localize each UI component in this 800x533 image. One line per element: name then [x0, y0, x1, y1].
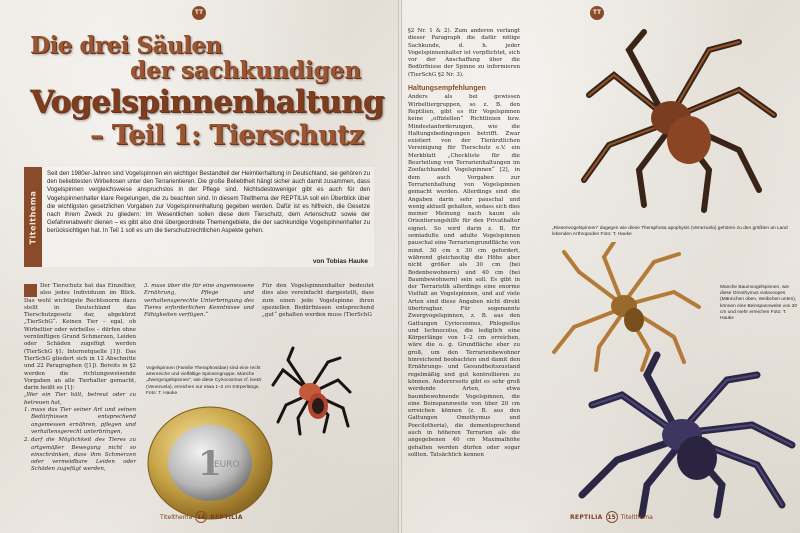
- body-paragraph: Für den Vogelspinnenhalter bedeutet dies also vereinfacht dargestellt, dass zum einen jede Vogelspinne ihren speziellen Bedürfnissen entsprechend „gut“ gehalten werden muss (TierSchG: [262, 283, 374, 319]
- dwarf-tarantula-photo: [258, 340, 358, 440]
- lead-tab: [24, 167, 42, 267]
- footer-section-label: Titelthema: [620, 513, 653, 521]
- body-paragraph: Anders als bei gewissen Wirbeltiergruppen, so z. B. den Reptilien, gibt es für Vogelspinnen keine „offiziellen“ Richtlinien bzw. Mindestanforderungen, wie die Haltungsbedingungen betrifft. Zwar existiert von der Tierärztlichen Vereinigung für Tierschutz e.V. ein Merkblatt „Checkliste für die Beurteilung von Terrarienhaltungen im Zoofachhandel Vogelspinnen“ [2], in dem auch Vorgaben zur Terrarienhaltung von Vogelspinnen gemacht werden. Allerdings sind die Angaben darin sehr pauschal und wenig aktuell gehalten, sodass sich dies meiner Meinung nach kaum als Orientierungshilfe für den Privathalter eignet. So wird darin z. B. für semiadulte und adulte Vogelspinnen pauschal eine Terrariengrundfläche von mind. 30 cm x 30 cm gefordert, während gleichzeitig die Höhe aber nicht größer als 30 cm (bei Bodenbewohnern) und 40 cm (bei Baumbewohnern) sein soll. Es gibt in der Terraristik allerdings eine enorme Vielfalt an Vogelspinnen, und auf viele Arten sind diese Angaben nicht direkt übertragbar. Für sogenannte Zwergvogelspinnen, z. B. aus den Gattungen Cyriocosmus, Phlogiellus und Ischnocolus, die lediglich eine Körperlänge von 1–2 cm erreichen, wäre die o. g. Grundfläche eher zu groß, um den Terrarienbewohner hinreichend beobachten und damit den Ernährungs- und Gesundheitszustand regelmäßig und gut kontrollieren zu können. Andererseits gibt es sehr groß werdende Arten, etwa baumbewohnende Vogelspinnen, die eine Beinspannweite von über 20 cm erreichen können (z. B. aus den Gattungen Omothymus und Poecilotheria), die dementsprechend auch in höheren Terrarien als die angegebenen 40 cm Maximalhöhe gehalten werden dürfen oder sogar sollten. Tatsächlich kennen: [408, 94, 520, 458]
- page-number: 15: [606, 511, 618, 523]
- footer-left: [160, 511, 243, 523]
- footer-brand: REPTILIA: [210, 513, 243, 521]
- law-list-item: 1. muss das Tier seiner Art und seinen Bedürfnissen entsprechend angemessen ernähren, pflegen und verhaltensgerecht unterbringen,: [31, 407, 136, 436]
- right-body-column: [408, 28, 520, 459]
- lead-tab-label: Titelthema: [28, 190, 38, 244]
- svg-text:1: 1: [198, 444, 222, 484]
- page-number: 14: [195, 511, 207, 523]
- footer-section-label: Titelthema: [160, 513, 193, 521]
- footer-brand: REPTILIA: [570, 513, 603, 521]
- right-page: [402, 0, 800, 533]
- law-list: [31, 407, 136, 474]
- photo-caption-top-right: „Riesenvogelspinnen“ dagegen wie diese Theraphosa apophysis (Venezuela) gehören zu den größten an Land lebenden Arthropoden Foto: T. Hauke: [552, 226, 788, 238]
- page-marker: TT: [192, 6, 206, 20]
- lead-text: Seit den 1980er-Jahren sind Vogelspinnen ein wichtiger Bestandteil der Heimtierhaltung in Deutschland, sie gehören zu den beliebtesten Wirbellosen unter den Terrarientieren. Die große Beliebtheit hängt sicher auch damit zusammen, dass Vogelspinnen vergleichsweise anspruchslos in der Pflege sind. Nichtsdestoweniger gibt es auch für den Vogelspinnenhalter klare Regelungen, die zu beachten sind. In diesem Titelthema der REPTILIA soll ein Überblick über die wichtigsten gesetzlichen Vorgaben zur Vogelspinnenhaltung gegeben werden. Dafür ist es hilfreich, die Gesetze nach ihrem Zweck zu gliedern: Im Wesentlichen sollen diese dem Tierschutz, dem Artenschutz sowie der Gefahrenabwehr dienen – es gibt also drei übergeordnete Themengebiete, die der sachkundige Vogelspinnenhalter zu berücksichtigen hat. In Teil 1 soll es um die tierschutzrechtlichen Aspekte gehen.: [47, 170, 370, 235]
- drop-cap-block: [24, 284, 37, 297]
- title-line-4: – Teil 1: Tierschutz: [90, 120, 364, 151]
- theraphosa-photo: [534, 20, 794, 220]
- title-line-1: Die drei Säulen: [30, 32, 222, 59]
- article-title: [30, 32, 384, 151]
- photo-caption-bottom-right: Manche Baumvogelspinnen, wie diese Omothymus violaceopes (Männchen oben, Weibchen unten), können eine Beinspannweite von 20 cm und mehr erreichen Foto: T. Hauke: [720, 285, 798, 322]
- left-page: [0, 0, 398, 533]
- photo-caption-left: Vogelspinnen (Familie Theraphosidae) sind eine recht artenreiche und vielfältige Spinnengruppe. Manche „Zwergvogelspinnen“, wie diese Cyriocosmus cf. leetzi (Venezuela), erreichen nur etwa 1–2 cm Körperlänge. Foto: T. Hauke: [146, 366, 262, 396]
- title-line-2: der sachkundigen: [130, 57, 362, 84]
- body-column-2: [144, 283, 254, 319]
- author-byline: von Tobias Hauke: [312, 258, 368, 265]
- omothymus-female-photo: [562, 350, 800, 520]
- intro-paragraph: Der Tierschutz hat das Einzeltier, also jedes Individuum im Blick. Das wohl wichtigste Rechtsnorm dazu stellt in Deutschland das Tierschutzgesetz dar, abgekürzt „TierSchG“. Keinen Tier – egal, ob Wirbeltier oder wirbellos – dürfen ohne vernünftigen Grund Schmerzen, Leiden oder Schäden zugefügt werden (TierSchG §1; Internetquelle [1]). Das TierSchG gliedert sich in 12 Abschnitte und 22 Paragraphen ([1]). Bereits in §2 werden die richtungsweisende Vorgaben an alle Tierhalter gemacht, darin heißt es [1]:: [24, 283, 136, 392]
- law-list-item: 2. darf die Möglichkeit des Tieres zu artgemäßer Bewegung nicht so einschränken, dass ihm Schmerzen oder vermeidbare Leiden oder Schäden zugefügt werden,: [31, 437, 136, 473]
- title-line-3: Vogelspinnenhaltung: [30, 84, 384, 120]
- page-marker: TT: [590, 6, 604, 20]
- body-column-1: [24, 283, 136, 475]
- body-column-3: [262, 283, 374, 319]
- law-quote: „Wer ein Tier hält, betreut oder zu betreuen hat,: [24, 392, 136, 406]
- law-list-item-3: 3. muss über die für eine angemessene Ernährung, Pflege und verhaltensgerechte Unterbringung des Tieres erforderlichen Kenntnisse und Fähigkeiten verfügen.“: [144, 283, 254, 319]
- body-paragraph: §2 Nr. 1 & 2). Zum anderen verlangt dieser Paragraph die dafür nötige Sachkunde, d. h. jeder Vogelspinnenhalter ist verpflichtet, sich vor der Anschaffung über die Bedürfnisse der Spinne zu informieren (TierSchG §2 Nr. 3).: [408, 28, 520, 78]
- svg-text:EURO: EURO: [214, 460, 240, 470]
- lead-box: [24, 167, 374, 267]
- footer-right: [570, 511, 653, 523]
- section-heading: Haltungsempfehlungen: [408, 85, 486, 93]
